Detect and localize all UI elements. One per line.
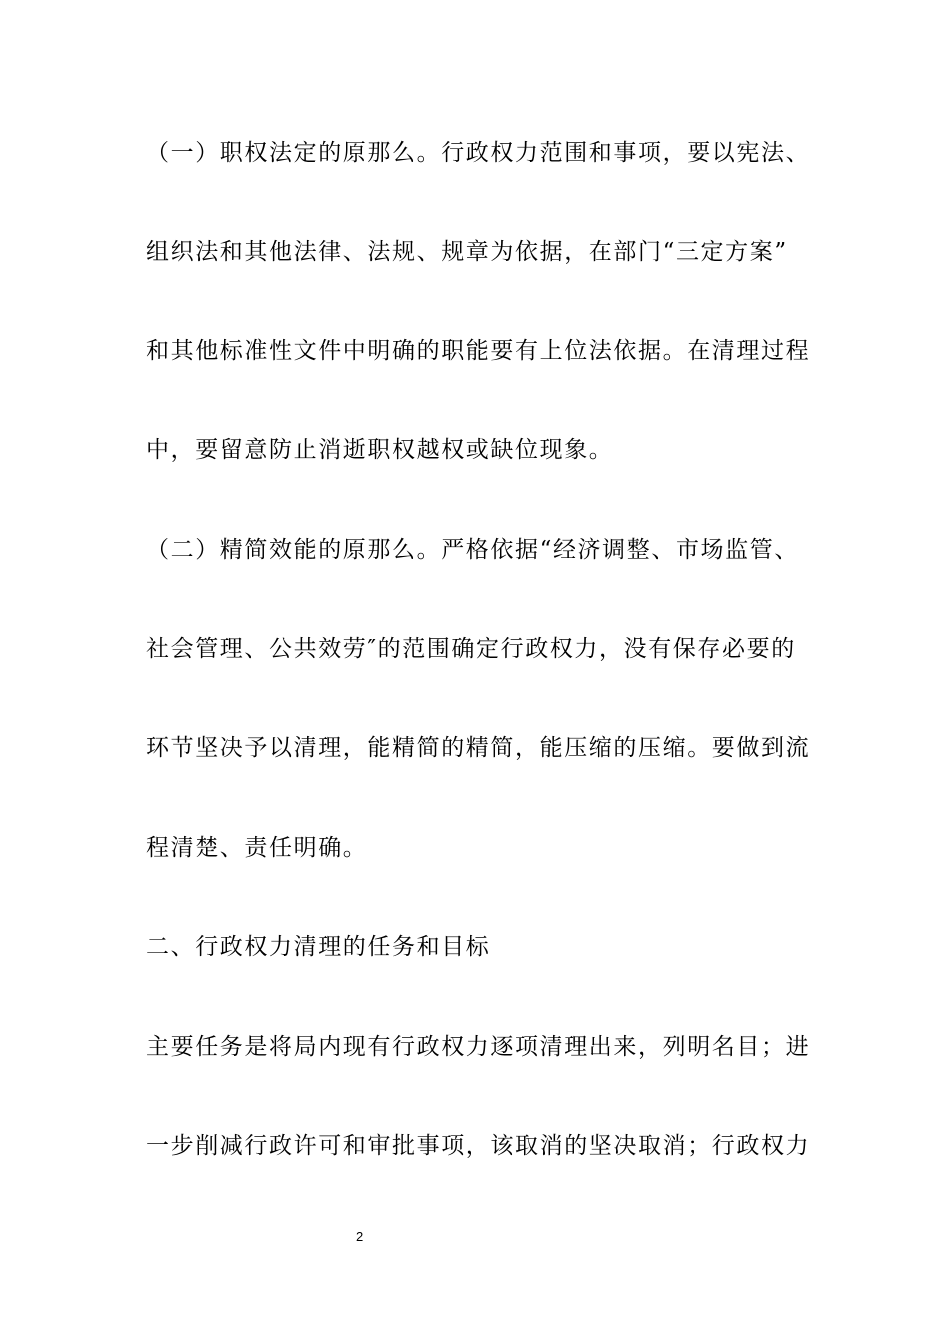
page-number: 2 bbox=[356, 1229, 364, 1244]
text-line: 环节坚决予以清理，能精简的精简，能压缩的压缩。要做到流 bbox=[146, 735, 811, 761]
text-line: 主要任务是将局内现有行政权力逐项清理出来，列明名目；进 bbox=[146, 1034, 811, 1060]
text-line: 中，要留意防止消逝职权越权或缺位现象。 bbox=[146, 437, 614, 463]
text-line: 组织法和其他法律、法规、规章为依据，在部门“三定方案” bbox=[146, 239, 788, 265]
section-heading: 二、行政权力清理的任务和目标 bbox=[146, 934, 491, 960]
text-line: 和其他标准性文件中明确的职能要有上位法依据。在清理过程 bbox=[146, 338, 811, 364]
text-line: 社会管理、公共效劳″的范围确定行政权力，没有保存必要的 bbox=[146, 636, 796, 662]
text-line: （二）精简效能的原那么。严格依据“经济调整、市场监管、 bbox=[146, 537, 799, 563]
text-line: 程清楚、责任明确。 bbox=[146, 835, 368, 861]
text-line: 一步削减行政许可和审批事项，该取消的坚决取消；行政权力 bbox=[146, 1133, 811, 1159]
text-line: （一）职权法定的原那么。行政权力范围和事项，要以宪法、 bbox=[146, 140, 811, 166]
